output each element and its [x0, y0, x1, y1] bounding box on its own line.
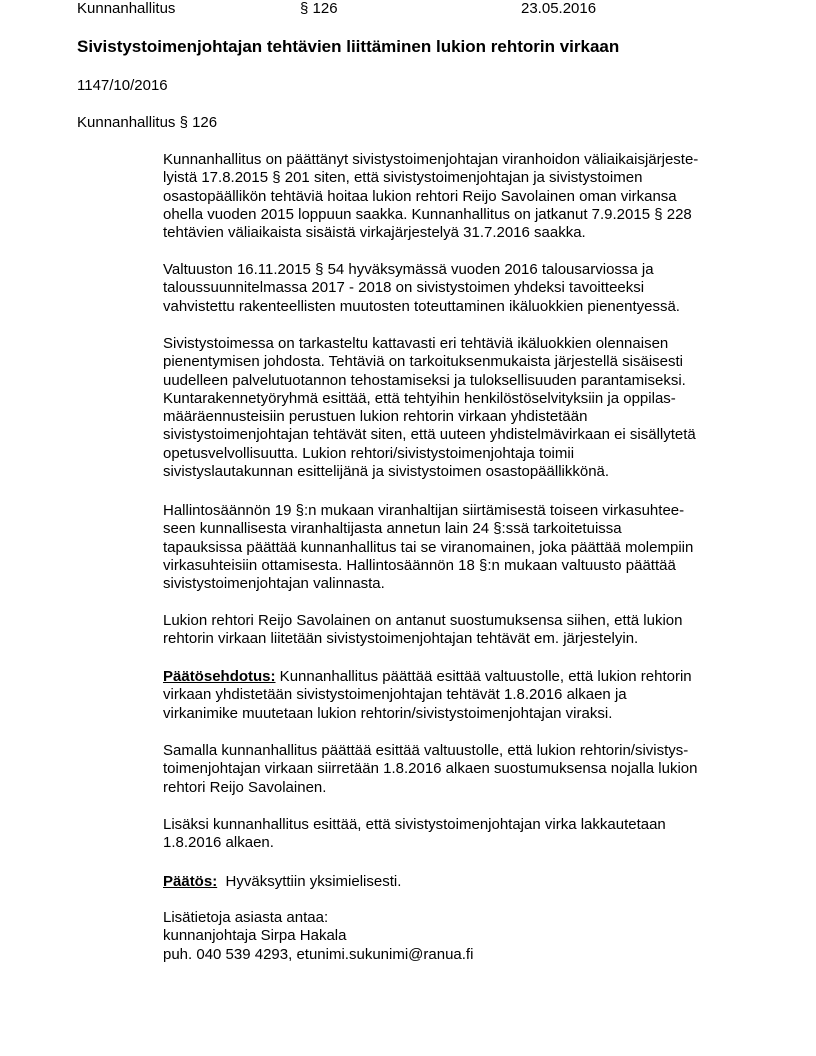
paragraph-6 — [163, 742, 743, 797]
contact-heading: Lisätietoja asiasta antaa: — [163, 909, 329, 926]
text-line: taloussuunnitelmassa 2017 - 2018 on sivistystoimen yhdeksi tavoitteeksi — [163, 279, 645, 297]
decision-line — [163, 873, 743, 891]
text-line: sivistystoimenjohtajan valinnasta. — [163, 575, 385, 593]
contact-info — [163, 909, 743, 964]
decision-proposal — [163, 668, 743, 723]
text-line: Samalla kunnanhallitus päättää esittää valtuustolle, että lukion rehtorin/sivistys- — [163, 742, 689, 759]
text-line: pienentymisen johdosta. Tehtäviä on tarkoituksenmukaista järjestellä sisäisesti — [163, 353, 683, 371]
header-organ: Kunnanhallitus — [77, 0, 176, 17]
text-line: vahvistettu rakenteellisten muutosten toteuttaminen ikäluokkien pienentyessä. — [163, 297, 680, 315]
paragraph-3 — [163, 335, 743, 481]
paragraph-7 — [163, 816, 743, 853]
proposal-first-line — [163, 668, 743, 686]
paragraph-2 — [163, 261, 743, 316]
contact-name: kunnanjohtaja Sirpa Hakala — [163, 927, 347, 945]
document-title: Sivistystoimenjohtajan tehtävien liittäminen lukion rehtorin virkaan — [77, 37, 620, 56]
header-section: § 126 — [300, 0, 338, 17]
text-line: Sivistystoimessa on tarkasteltu kattavasti eri tehtäviä ikäluokkien olennaisen — [163, 335, 669, 352]
decision — [163, 873, 743, 891]
paragraph-1 — [163, 151, 743, 242]
text-line: virkanimike muutetaan lukion rehtorin/sivistystoimenjohtajan viraksi. — [163, 704, 613, 722]
text-line: määräennusteisiin perustuen lukion rehtorin virkaan yhdistetään — [163, 408, 588, 426]
text-line: Kunnanhallitus on päättänyt sivistystoimenjohtajan viranhoidon väliaikaisjärjeste- — [163, 151, 699, 168]
text-line: virkasuhteisiin ottamisesta. Hallintosäännön 18 §:n mukaan valtuusto päättää — [163, 556, 676, 574]
text-line: Valtuuston 16.11.2015 § 54 hyväksymässä vuoden 2016 talousarviossa ja — [163, 261, 654, 278]
text-line: osastopäällikön tehtäviä hoitaa lukion rehtori Reijo Savolainen oman virkansa — [163, 187, 677, 205]
text-line: Kuntarakennetyöryhmä esittää, että tehtyihin henkilöstöselvityksiin ja oppilas- — [163, 389, 676, 407]
proposal-label: Päätösehdotus: — [163, 668, 276, 685]
contact-phone-email: puh. 040 539 4293, etunimi.sukunimi@ranua.fi — [163, 945, 474, 963]
text-line: ohella vuoden 2015 loppuun saakka. Kunnanhallitus on jatkanut 7.9.2015 § 228 — [163, 205, 692, 223]
text-line: toimenjohtajan virkaan siirretään 1.8.2016 alkaen suostumuksensa nojalla lukion — [163, 760, 698, 778]
decision-text: Hyväksyttiin yksimielisesti. — [217, 873, 402, 890]
text-line: rehtori Reijo Savolainen. — [163, 778, 327, 796]
text-line: Lukion rehtori Reijo Savolainen on antanut suostumuksensa siihen, että lukion — [163, 612, 683, 629]
text-line: tapauksissa päättää kunnanhallitus tai se viranomainen, joka päättää molempiin — [163, 538, 694, 556]
text-line: virkaan yhdistetään sivistystoimenjohtajan tehtävät 1.8.2016 alkaen ja — [163, 686, 627, 704]
text-line: lyistä 17.8.2015 § 201 siten, että sivistystoimenjohtajan ja sivistystoimen — [163, 169, 643, 187]
decision-label: Päätös: — [163, 873, 218, 890]
text-line: rehtorin virkaan liitetään sivistystoimenjohtajan tehtävät em. järjestelyin. — [163, 630, 639, 648]
text-line: sivistystoimenjohtajan tehtävät siten, että uuteen yhdistelmävirkaan ei sisällytetä — [163, 426, 696, 444]
header-date: 23.05.2016 — [521, 0, 597, 17]
text-line: 1.8.2016 alkaen. — [163, 834, 274, 852]
diary-number: 1147/10/2016 — [77, 77, 168, 94]
paragraph-5 — [163, 612, 743, 649]
text-line: uudelleen palvelutuotannon tehostamiseksi ja tuloksellisuuden parantamiseksi. — [163, 371, 686, 389]
section-reference: Kunnanhallitus § 126 — [77, 114, 218, 131]
text-line: seen kunnallisesta viranhaltijasta annetun lain 24 §:ssä tarkoitetuissa — [163, 520, 622, 538]
proposal-text: Kunnanhallitus päättää esittää valtuustolle, että lukion rehtorin — [275, 668, 692, 685]
paragraph-4 — [163, 502, 743, 593]
text-line: sivistyslautakunnan esittelijänä ja sivistystoimen osastopäällikkönä. — [163, 463, 610, 481]
text-line: Hallintosäännön 19 §:n mukaan viranhaltijan siirtämisestä toiseen virkasuhtee- — [163, 502, 685, 519]
text-line: tehtävien väliaikaista sisäistä virkajärjestelyä 31.7.2016 saakka. — [163, 224, 586, 242]
text-line: Lisäksi kunnanhallitus esittää, että sivistystoimenjohtajan virka lakkautetaan — [163, 816, 666, 833]
text-line: opetusvelvollisuutta. Lukion rehtori/sivistystoimenjohtaja toimii — [163, 444, 575, 462]
